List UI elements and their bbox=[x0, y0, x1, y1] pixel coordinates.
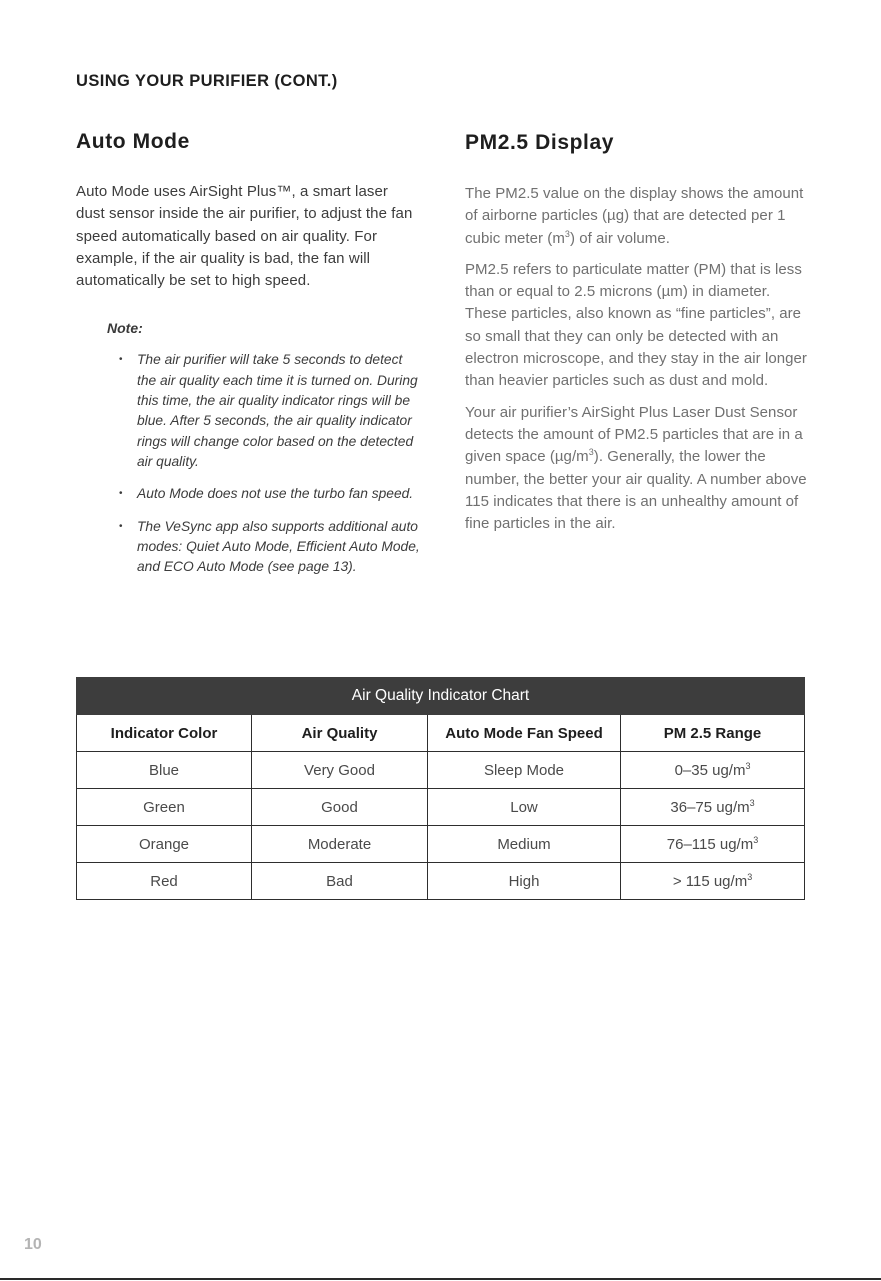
note-list bbox=[76, 350, 421, 577]
bullet-icon: • bbox=[119, 488, 123, 500]
column-header: Indicator Color bbox=[77, 715, 252, 752]
pm25-p3-text: Your air purifier’s AirSight Plus Laser Dust Sensor detects the amount of PM2.5 particles that are in a given space (µg/m bbox=[465, 403, 803, 466]
note-item bbox=[76, 350, 421, 472]
air-quality-cell: Moderate bbox=[252, 826, 428, 863]
superscript: 3 bbox=[753, 834, 759, 845]
pm25-display-title: PM2.5 Display bbox=[465, 131, 615, 154]
air-quality-chart bbox=[76, 677, 805, 900]
note-label: Note: bbox=[107, 320, 143, 337]
bullet-icon: • bbox=[119, 520, 123, 532]
pm25-p1-text: The PM2.5 value on the display shows the amount of airborne particles (µg) that are detected per 1 cubic meter (m bbox=[465, 185, 804, 247]
pm25-p1-text-end: ) of air volume. bbox=[569, 229, 670, 247]
range-text: 76–115 ug/m bbox=[666, 835, 754, 853]
column-header: Air Quality bbox=[252, 715, 428, 752]
superscript: 3 bbox=[745, 760, 751, 771]
table-row bbox=[77, 789, 805, 826]
note-text: Auto Mode does not use the turbo fan speed. bbox=[137, 486, 414, 502]
pm25-paragraph-3 bbox=[465, 402, 810, 536]
section-header: USING YOUR PURIFIER (CONT.) bbox=[76, 72, 338, 90]
indicator-color-cell: Blue bbox=[77, 752, 252, 789]
superscript: 3 bbox=[588, 447, 594, 458]
auto-mode-section bbox=[76, 181, 421, 589]
pm25-range-cell bbox=[621, 826, 805, 863]
air-quality-cell: Bad bbox=[252, 863, 428, 900]
note-item bbox=[76, 484, 421, 504]
fan-speed-cell: Medium bbox=[428, 826, 621, 863]
chart-caption-row bbox=[77, 678, 805, 715]
chart-header-row bbox=[77, 715, 805, 752]
fan-speed-cell: Low bbox=[428, 789, 621, 826]
note-text: The VeSync app also supports additional auto modes: Quiet Auto Mode, Efficient Auto Mode, and ECO Auto Mode (see page 13). bbox=[137, 518, 420, 575]
pm25-paragraph-1 bbox=[465, 183, 810, 250]
indicator-color-cell: Green bbox=[77, 789, 252, 826]
pm25-paragraph-2: PM2.5 refers to particulate matter (PM) that is less than or equal to 2.5 microns (µm) in diameter. These particles, also known as “fine particles”, are so small that they can only be detected with an electron microscope, and they stay in the air longer than heavier particles such as dust and mold. bbox=[465, 260, 807, 390]
bullet-icon: • bbox=[119, 354, 123, 366]
superscript: 3 bbox=[564, 228, 570, 239]
chart-caption: Air Quality Indicator Chart bbox=[77, 678, 805, 715]
column-header: PM 2.5 Range bbox=[621, 715, 805, 752]
air-quality-cell: Very Good bbox=[252, 752, 428, 789]
indicator-color-cell: Red bbox=[77, 863, 252, 900]
footer-rule bbox=[0, 1278, 881, 1280]
table-row bbox=[77, 863, 805, 900]
range-text: > 115 ug/m bbox=[672, 872, 748, 890]
superscript: 3 bbox=[749, 797, 755, 808]
fan-speed-cell: High bbox=[428, 863, 621, 900]
indicator-color-cell: Orange bbox=[77, 826, 252, 863]
pm25-p3-text-end: ). Generally, the lower the number, the better your air quality. A number above 115 indicates that there is an unhealthy amount of fine particles in the air. bbox=[465, 448, 807, 533]
pm25-range-cell bbox=[621, 752, 805, 789]
superscript: 3 bbox=[747, 871, 753, 882]
column-header: Auto Mode Fan Speed bbox=[428, 715, 621, 752]
table-row bbox=[77, 826, 805, 863]
pm25-section bbox=[465, 183, 810, 544]
pm25-range-cell bbox=[621, 863, 805, 900]
table-row bbox=[77, 752, 805, 789]
auto-mode-intro: Auto Mode uses AirSight Plus™, a smart laser dust sensor inside the air purifier, to adjust the fan speed automatically based on air quality. For example, if the air quality is bad, the fan will automatically be set to high speed. bbox=[76, 183, 413, 290]
note-item bbox=[76, 517, 421, 578]
range-text: 36–75 ug/m bbox=[670, 798, 750, 816]
air-quality-cell: Good bbox=[252, 789, 428, 826]
note-text: The air purifier will take 5 seconds to detect the air quality each time it is turned on. During this time, the air quality indicator rings will be blue. After 5 seconds, the air quality indicator rings will change color based on the detected air quality. bbox=[137, 352, 418, 469]
page-number: 10 bbox=[24, 1236, 42, 1253]
auto-mode-title: Auto Mode bbox=[76, 130, 190, 153]
range-text: 0–35 ug/m bbox=[674, 761, 746, 779]
pm25-range-cell bbox=[621, 789, 805, 826]
fan-speed-cell: Sleep Mode bbox=[428, 752, 621, 789]
